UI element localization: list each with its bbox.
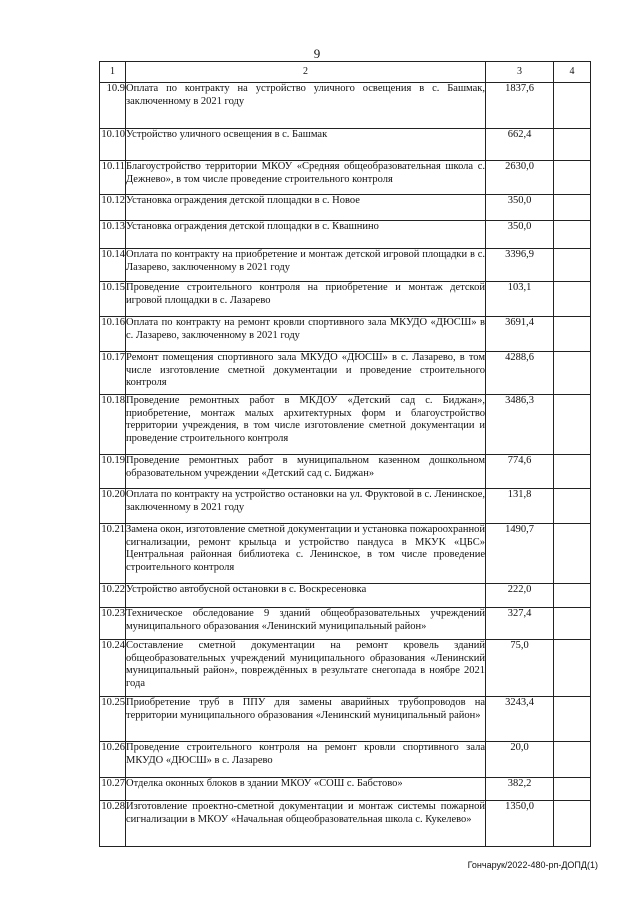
row-amount: 3691,4	[486, 317, 554, 352]
row-number: 10.27	[100, 778, 126, 801]
table-row	[100, 161, 591, 195]
row-number: 10.26	[100, 742, 126, 778]
table-row	[100, 584, 591, 608]
page-number: 9	[313, 46, 321, 61]
row-description: Проведение ремонтных работ в МКДОУ «Детский сад с. Биджан», приобретение, монтаж малых архитектурных форм и благоустройство территории учреждения, в том числе изготовление сметной документации и проведение строительного контроля	[126, 395, 486, 455]
row-number: 10.9	[100, 83, 126, 129]
row-note	[554, 697, 591, 742]
table-row	[100, 742, 591, 778]
row-amount: 327,4	[486, 608, 554, 640]
column-header: 4	[554, 62, 591, 83]
table-row	[100, 282, 591, 317]
row-number: 10.15	[100, 282, 126, 317]
row-amount: 662,4	[486, 129, 554, 161]
table-row	[100, 129, 591, 161]
table-row	[100, 317, 591, 352]
row-note	[554, 83, 591, 129]
row-description: Установка ограждения детской площадки в с. Новое	[126, 195, 486, 221]
table-row	[100, 249, 591, 282]
row-description: Приобретение труб в ППУ для замены аварийных трубопроводов на территории муниципального образования «Ленинский муниципальный район»	[126, 697, 486, 742]
row-note	[554, 778, 591, 801]
row-amount: 1490,7	[486, 524, 554, 584]
row-description: Замена окон, изготовление сметной документации и установка пожароохранной сигнализации, ремонт крыльца и устройство пандуса в МКУК «ЦБС» Центральная районная библиотека с. Ленинское, в том числе проведение строительного контроля	[126, 524, 486, 584]
row-amount: 103,1	[486, 282, 554, 317]
row-number: 10.23	[100, 608, 126, 640]
row-description: Отделка оконных блоков в здании МКОУ «СОШ с. Бабстово»	[126, 778, 486, 801]
row-description: Устройство автобусной остановки в с. Воскресеновка	[126, 584, 486, 608]
table-header-row	[100, 62, 591, 83]
row-number: 10.28	[100, 801, 126, 847]
row-amount: 3243,4	[486, 697, 554, 742]
budget-table	[99, 61, 591, 847]
column-header: 2	[126, 62, 486, 83]
row-note	[554, 524, 591, 584]
row-note	[554, 742, 591, 778]
table-row	[100, 778, 591, 801]
row-description: Благоустройство территории МКОУ «Средняя общеобразовательная школа с. Дежнево», в том числе проведение строительного контроля	[126, 161, 486, 195]
table-row	[100, 83, 591, 129]
row-number: 10.10	[100, 129, 126, 161]
row-note	[554, 221, 591, 249]
row-amount: 131,8	[486, 489, 554, 524]
row-note	[554, 195, 591, 221]
row-number: 10.25	[100, 697, 126, 742]
row-amount: 3486,3	[486, 395, 554, 455]
row-number: 10.19	[100, 455, 126, 489]
row-number: 10.18	[100, 395, 126, 455]
row-note	[554, 608, 591, 640]
row-number: 10.24	[100, 640, 126, 697]
row-note	[554, 395, 591, 455]
row-number: 10.22	[100, 584, 126, 608]
row-note	[554, 584, 591, 608]
table-row	[100, 608, 591, 640]
row-amount: 2630,0	[486, 161, 554, 195]
row-amount: 1837,6	[486, 83, 554, 129]
row-number: 10.21	[100, 524, 126, 584]
table-row	[100, 221, 591, 249]
row-number: 10.14	[100, 249, 126, 282]
row-note	[554, 352, 591, 395]
row-note	[554, 129, 591, 161]
row-description: Составление сметной документации на ремонт кровель зданий общеобразовательных учреждений муниципального образования «Ленинский муниципальный район», повреждённых в результате снегопада в ноябре 2021 года	[126, 640, 486, 697]
document-footer-code: Гончарук/2022-480-рп-ДОПД(1)	[467, 860, 598, 870]
table-row	[100, 455, 591, 489]
table-row	[100, 697, 591, 742]
row-description: Оплата по контракту на ремонт кровли спортивного зала МКУДО «ДЮСШ» в с. Лазарево, заключенному в 2021 году	[126, 317, 486, 352]
row-description: Проведение ремонтных работ в муниципальном казенном дошкольном образовательном учреждении «Детский сад с. Биджан»	[126, 455, 486, 489]
table-row	[100, 195, 591, 221]
row-amount: 4288,6	[486, 352, 554, 395]
table-row	[100, 489, 591, 524]
row-note	[554, 801, 591, 847]
row-number: 10.17	[100, 352, 126, 395]
table-row	[100, 395, 591, 455]
row-note	[554, 455, 591, 489]
row-amount: 382,2	[486, 778, 554, 801]
row-amount: 75,0	[486, 640, 554, 697]
row-number: 10.11	[100, 161, 126, 195]
table-row	[100, 640, 591, 697]
table-row	[100, 352, 591, 395]
row-description: Проведение строительного контроля на ремонт кровли спортивного зала МКУДО «ДЮСШ» в с. Лазарево	[126, 742, 486, 778]
row-note	[554, 249, 591, 282]
table-row	[100, 801, 591, 847]
row-description: Установка ограждения детской площадки в с. Квашнино	[126, 221, 486, 249]
row-amount: 350,0	[486, 195, 554, 221]
row-amount: 20,0	[486, 742, 554, 778]
column-header: 1	[100, 62, 126, 83]
row-description: Оплата по контракту на устройство уличного освещения в с. Башмак, заключенному в 2021 году	[126, 83, 486, 129]
row-amount: 1350,0	[486, 801, 554, 847]
row-description: Ремонт помещения спортивного зала МКУДО «ДЮСШ» в с. Лазарево, в том числе изготовление сметной документации и проведение строительного контроля	[126, 352, 486, 395]
row-note	[554, 489, 591, 524]
row-number: 10.12	[100, 195, 126, 221]
row-number: 10.20	[100, 489, 126, 524]
column-header: 3	[486, 62, 554, 83]
row-amount: 350,0	[486, 221, 554, 249]
row-amount: 3396,9	[486, 249, 554, 282]
row-description: Изготовление проектно-сметной документации и монтаж системы пожарной сигнализации в МКОУ «Начальная общеобразовательная школа с. Кукелево»	[126, 801, 486, 847]
row-amount: 222,0	[486, 584, 554, 608]
row-note	[554, 317, 591, 352]
row-amount: 774,6	[486, 455, 554, 489]
row-note	[554, 161, 591, 195]
row-description: Оплата по контракту на устройство остановки на ул. Фруктовой в с. Ленинское, заключенному в 2021 году	[126, 489, 486, 524]
row-description: Техническое обследование 9 зданий общеобразовательных учреждений муниципального образования «Ленинский муниципальный район»	[126, 608, 486, 640]
row-note	[554, 282, 591, 317]
table-row	[100, 524, 591, 584]
row-number: 10.16	[100, 317, 126, 352]
row-note	[554, 640, 591, 697]
row-description: Проведение строительного контроля на приобретение и монтаж детской игровой площадки в с. Лазарево	[126, 282, 486, 317]
row-description: Устройство уличного освещения в с. Башмак	[126, 129, 486, 161]
row-number: 10.13	[100, 221, 126, 249]
row-description: Оплата по контракту на приобретение и монтаж детской игровой площадки в с. Лазарево, заключенному в 2021 году	[126, 249, 486, 282]
